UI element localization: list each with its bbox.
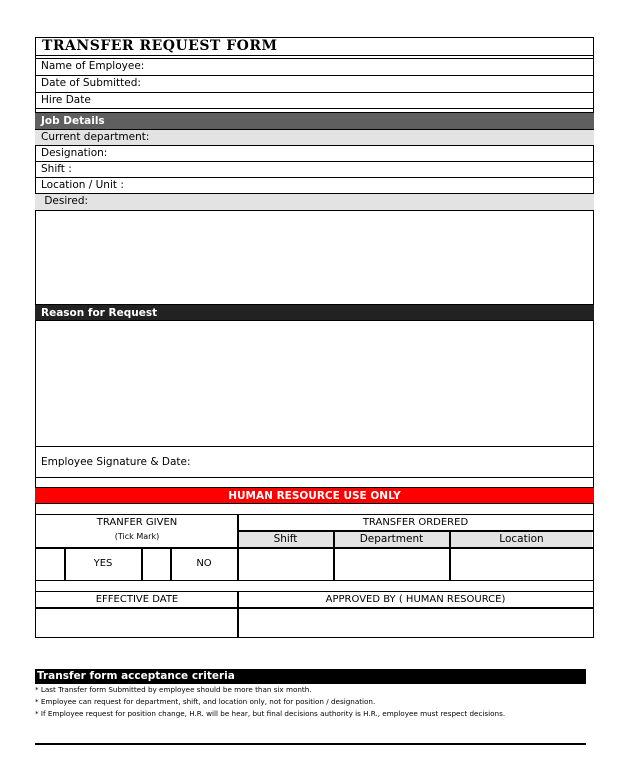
spacer-row	[35, 580, 594, 591]
location-unit-label: Location / Unit :	[41, 179, 124, 191]
ordered-col-location: Location	[499, 533, 544, 545]
spacer-row	[35, 477, 594, 487]
ordered-department-input[interactable]	[334, 548, 449, 580]
criteria-item: * If Employee request for position change, H.R. will be hear, but final decisions authority is H.R., employee must respect decisions.	[35, 709, 506, 718]
date-submitted-label: Date of Submitted:	[41, 77, 141, 89]
criteria-item: * Last Transfer form Submitted by employee should be more than six month.	[35, 685, 312, 694]
employee-name-label: Name of Employee:	[41, 60, 145, 72]
transfer-given-label: TRANFER GIVEN	[96, 517, 178, 528]
designation-field[interactable]	[35, 145, 594, 161]
ordered-shift-input[interactable]	[238, 548, 333, 580]
reason-header: Reason for Request	[35, 304, 594, 320]
criteria-item: * Employee can request for department, shift, and location only, not for position / designation.	[35, 697, 376, 706]
employee-signature-label: Employee Signature & Date:	[41, 456, 191, 468]
spacer-row	[35, 503, 594, 514]
desired-label: Desired:	[41, 195, 89, 207]
hire-date-field[interactable]	[35, 92, 594, 108]
employee-signature-field[interactable]	[35, 446, 594, 477]
reason-text-area[interactable]	[35, 320, 594, 446]
desired-field[interactable]	[35, 193, 594, 210]
current-department-field[interactable]	[35, 129, 594, 145]
criteria-header: Transfer form acceptance criteria	[35, 669, 586, 684]
designation-label: Designation:	[41, 147, 108, 159]
transfer-ordered-label: TRANSFER ORDERED	[362, 517, 469, 528]
effective-date-input[interactable]	[37, 609, 237, 637]
hr-use-only-header: HUMAN RESOURCE USE ONLY	[35, 487, 594, 503]
effective-date-label: EFFECTIVE DATE	[95, 594, 179, 605]
shift-label: Shift :	[41, 163, 72, 175]
yes-label: YES	[93, 558, 113, 569]
location-unit-field[interactable]	[35, 177, 594, 193]
ordered-col-shift: Shift	[273, 533, 298, 545]
tick-mark-label: (Tick Mark)	[114, 532, 160, 541]
employee-name-field[interactable]	[35, 58, 594, 75]
no-checkbox[interactable]	[142, 548, 170, 580]
ordered-location-input[interactable]	[450, 548, 593, 580]
approved-by-label: APPROVED BY ( HUMAN RESOURCE)	[325, 594, 506, 605]
yes-checkbox[interactable]	[37, 548, 64, 580]
job-details-header: Job Details	[35, 112, 594, 129]
hire-date-label: Hire Date	[41, 94, 91, 106]
shift-field[interactable]	[35, 161, 594, 177]
date-submitted-field[interactable]	[35, 75, 594, 92]
ordered-col-department: Department	[359, 533, 424, 545]
desired-details-area[interactable]	[35, 210, 594, 304]
form-title: TRANSFER REQUEST FORM	[35, 37, 594, 55]
approved-by-input[interactable]	[239, 609, 593, 637]
footer-rule	[35, 743, 586, 745]
current-department-label: Current department:	[41, 131, 150, 143]
no-label: NO	[196, 558, 212, 569]
